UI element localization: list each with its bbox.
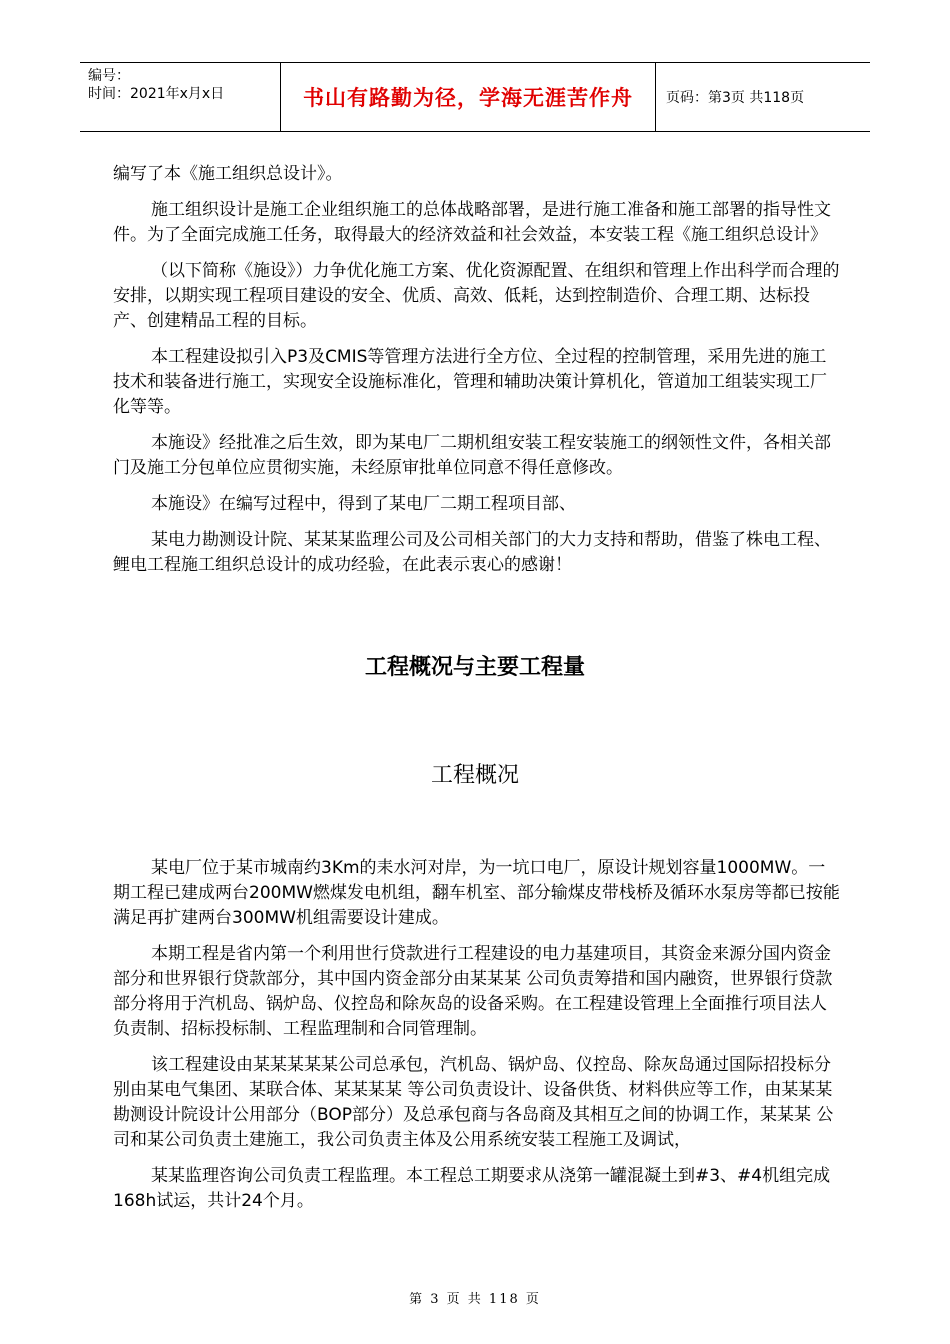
paragraph: 本工程建设拟引入P3及CMIS等管理方法进行全方位、全过程的控制管理，采用先进的施工技术和装备进行施工，实现安全设施标准化，管理和辅助决策计算机化，管道加工组装实现工厂化等等。 — [113, 347, 827, 417]
intro-section — [113, 162, 840, 578]
header-meta — [88, 63, 278, 135]
header-page-label: 页码：第3页 共118页 — [666, 90, 805, 106]
header-motto: 书山有路勤为径，学海无涯苦作舟 — [280, 63, 656, 131]
paragraph: 本期工程是省内第一个利用世行贷款进行工程建设的电力基建项目，其资金来源分国内资金部分和世界银行贷款部分，其中国内资金部分由某某某 公司负责筹措和国内融资，世界银行贷款部分将用于汽机岛、锅炉岛、仪控岛和除灰岛的设备采购。在工程建设管理上全面推行项目法人负责制、招标投标制、工程监理制和合同管理制。 — [113, 944, 833, 1039]
paragraph: 本施设》经批准之后生效，即为某电厂二期机组安装工程安装施工的纲领性文件，各相关部门及施工分包单位应贯彻实施，未经原审批单位同意不得任意修改。 — [113, 433, 831, 478]
paragraph: 施工组织设计是施工企业组织施工的总体战略部署，是进行施工准备和施工部署的指导性文件。为了全面完成施工任务，取得最大的经济效益和社会效益，本安装工程《施工组织总设计》 — [113, 200, 831, 245]
paragraph: 本施设》在编写过程中，得到了某电厂二期工程项目部、 — [151, 494, 576, 514]
paragraph: 某电力勘测设计院、某某某监理公司及公司相关部门的大力支持和帮助，借鉴了株电工程、鲤电工程施工组织总设计的成功经验，在此表示衷心的感谢！ — [113, 530, 831, 575]
paragraph: 某某监理咨询公司负责工程监理。本工程总工期要求从浇第一罐混凝土到#3、#4机组完成168h试运，共计24个月。 — [113, 1166, 831, 1211]
paragraph: 某电厂位于某市城南约3Km的耒水河对岸，为一坑口电厂，原设计规划容量1000MW。一期工程已建成两台200MW燃煤发电机组，翻车机室、部分输煤皮带栈桥及循环水泵房等都已按能满足再扩建两台300MW机组需要设计建成。 — [113, 858, 840, 928]
paragraph: （以下简称《施设》）力争优化施工方案、优化资源配置、在组织和管理上作出科学而合理的安排，以期实现工程项目建设的安全、优质、高效、低耗，达到控制造价、合理工期、达标投产、创建精品工程的目标。 — [113, 261, 840, 331]
section-heading: 工程概况与主要工程量 — [364, 655, 585, 680]
overview-section — [113, 856, 840, 1214]
page-footer: 第 3 页 共 118 页 — [409, 1292, 541, 1307]
paragraph: 该工程建设由某某某某某公司总承包，汽机岛、锅炉岛、仪控岛、除灰岛通过国际招投标分别由某电气集团、某联合体、某某某某 等公司负责设计、设备供货、材料供应等工作，由某某某 勘测设计院设计公用部分（BOP部分）及总承包商与各岛商及其相互之间的协调工作，某某某 公司和某公司负责土建施工，我公司负责主体及公用系统安装工程施工及调试， — [113, 1055, 834, 1150]
number-label: 编号： — [88, 68, 130, 84]
time-label: 时间：2021年x月x日 — [88, 86, 225, 102]
page-header — [80, 62, 870, 132]
paragraph: 编写了本《施工组织总设计》。 — [113, 164, 343, 184]
subsection-heading: 工程概况 — [430, 763, 519, 788]
